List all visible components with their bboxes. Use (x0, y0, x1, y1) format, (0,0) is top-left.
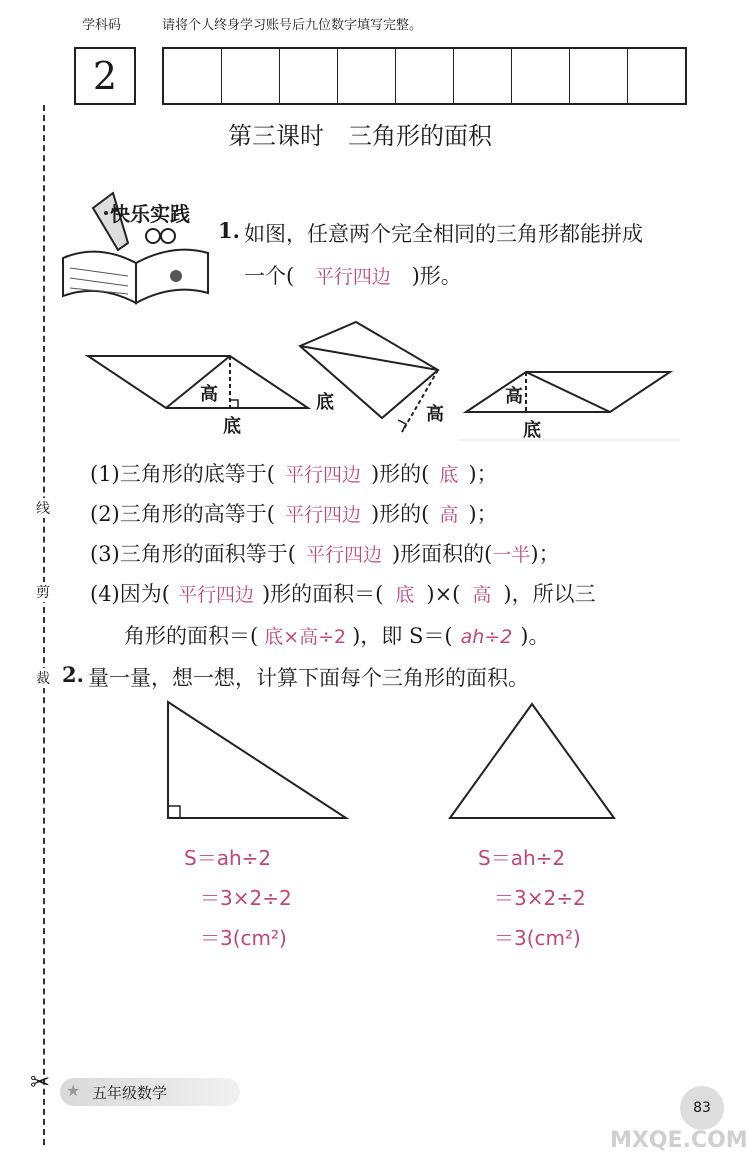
fig1-height-label: 高 (200, 384, 218, 405)
q1-text-prefix: 一个( (244, 264, 295, 288)
q1-sub4: (4)因为( 平行四边 )形的面积＝( 底 )×( 高 )，所以三 (90, 582, 596, 606)
fig1-base-label: 底 (223, 416, 241, 437)
account-digit-grid (162, 47, 687, 105)
q1-sub1: (1)三角形的底等于( 平行四边 )形的( 底 )； (90, 462, 498, 486)
isosceles-triangle (450, 704, 614, 818)
q2-number: 2. (62, 662, 84, 687)
scissors-icon: ✂ (30, 1068, 51, 1096)
fig3-base-label: 底 (523, 420, 541, 441)
right-work-line2: ＝3×2÷2 (494, 886, 586, 910)
right-work-line1: S＝ah÷2 (478, 846, 566, 870)
q1-text-suffix: )形。 (411, 264, 462, 288)
right-triangle (168, 702, 346, 818)
q1-sub5: 角形的面积＝( 底×高÷2 )，即 S＝( ah÷2 )。 (124, 624, 550, 648)
q1-sub3-answer1[interactable]: 平行四边 (305, 544, 382, 566)
grade-badge (60, 1078, 240, 1106)
left-work-line2: ＝3×2÷2 (200, 886, 292, 910)
account-digit-cell[interactable] (628, 49, 685, 103)
star-icon: ★ (66, 1081, 81, 1100)
q1-answer-shape[interactable]: 平行四边 (314, 266, 391, 288)
page-number (680, 1086, 724, 1130)
account-digit-cell[interactable] (570, 49, 628, 103)
account-digit-cell[interactable] (222, 49, 280, 103)
q1-sub2: (2)三角形的高等于( 平行四边 )形的( 高 )； (90, 502, 498, 526)
left-work-line3: ＝3(cm²) (200, 926, 287, 950)
q1-sub2-answer1[interactable]: 平行四边 (284, 504, 361, 526)
fig3-height-label: 高 (505, 386, 523, 407)
cut-line-char: 裁 (32, 668, 54, 688)
lesson-title: 第三课时 三角形的面积 (228, 122, 492, 150)
right-work-line3: ＝3(cm²) (494, 926, 581, 950)
q1-number: 1. (218, 218, 240, 243)
cut-line-char: 线 (32, 498, 54, 518)
subject-code-value: 2 (92, 54, 118, 98)
q2-text: 量一量，想一想，计算下面每个三角形的面积。 (88, 666, 529, 690)
q1-text-line2 (244, 260, 462, 290)
q1-sub1-answer1[interactable]: 平行四边 (284, 464, 361, 486)
q1-sub2-answer2[interactable]: 高 (439, 504, 459, 526)
account-digit-cell[interactable] (396, 49, 454, 103)
q1-sub1-answer2[interactable]: 底 (439, 464, 459, 486)
section-badge-label: 快乐实践 (110, 202, 190, 226)
account-instruction: 请将个人终身学习账号后九位数字填写完整。 (162, 18, 423, 33)
q1-sub5-answer2[interactable]: ah÷2 (460, 626, 513, 648)
watermark: MXQE.COM (610, 1128, 748, 1153)
q1-sub3: (3)三角形的面积等于( 平行四边 )形面积的(一半)； (90, 542, 560, 566)
account-digit-cell[interactable] (338, 49, 396, 103)
q1-sub4-answer2[interactable]: 底 (395, 584, 415, 606)
q1-text-line1: 如图，任意两个完全相同的三角形都能拼成 (244, 222, 643, 246)
page-number-value: 83 (693, 1100, 711, 1116)
parallelogram-figures (80, 320, 680, 450)
cut-line (43, 105, 45, 1145)
account-digit-cell[interactable] (280, 49, 338, 103)
fig2-base-label: 底 (316, 392, 334, 413)
q1-sub3-answer2[interactable]: 一半 (492, 544, 531, 566)
grade-label: 五年级数学 (92, 1084, 168, 1102)
fig2-height-label: 高 (426, 404, 444, 425)
subject-code-box[interactable] (74, 47, 136, 105)
subject-code-label: 学科码 (82, 18, 122, 33)
q1-sub4-answer1[interactable]: 平行四边 (177, 584, 254, 606)
account-digit-cell[interactable] (454, 49, 512, 103)
account-digit-cell[interactable] (164, 49, 222, 103)
q1-sub4-answer3[interactable]: 高 (472, 584, 492, 606)
q2-triangles (160, 696, 640, 828)
account-digit-cell[interactable] (512, 49, 570, 103)
q1-sub5-answer1[interactable]: 底×高÷2 (264, 626, 347, 648)
cut-line-char: 剪 (32, 582, 54, 602)
left-work-line1: S＝ah÷2 (184, 846, 272, 870)
